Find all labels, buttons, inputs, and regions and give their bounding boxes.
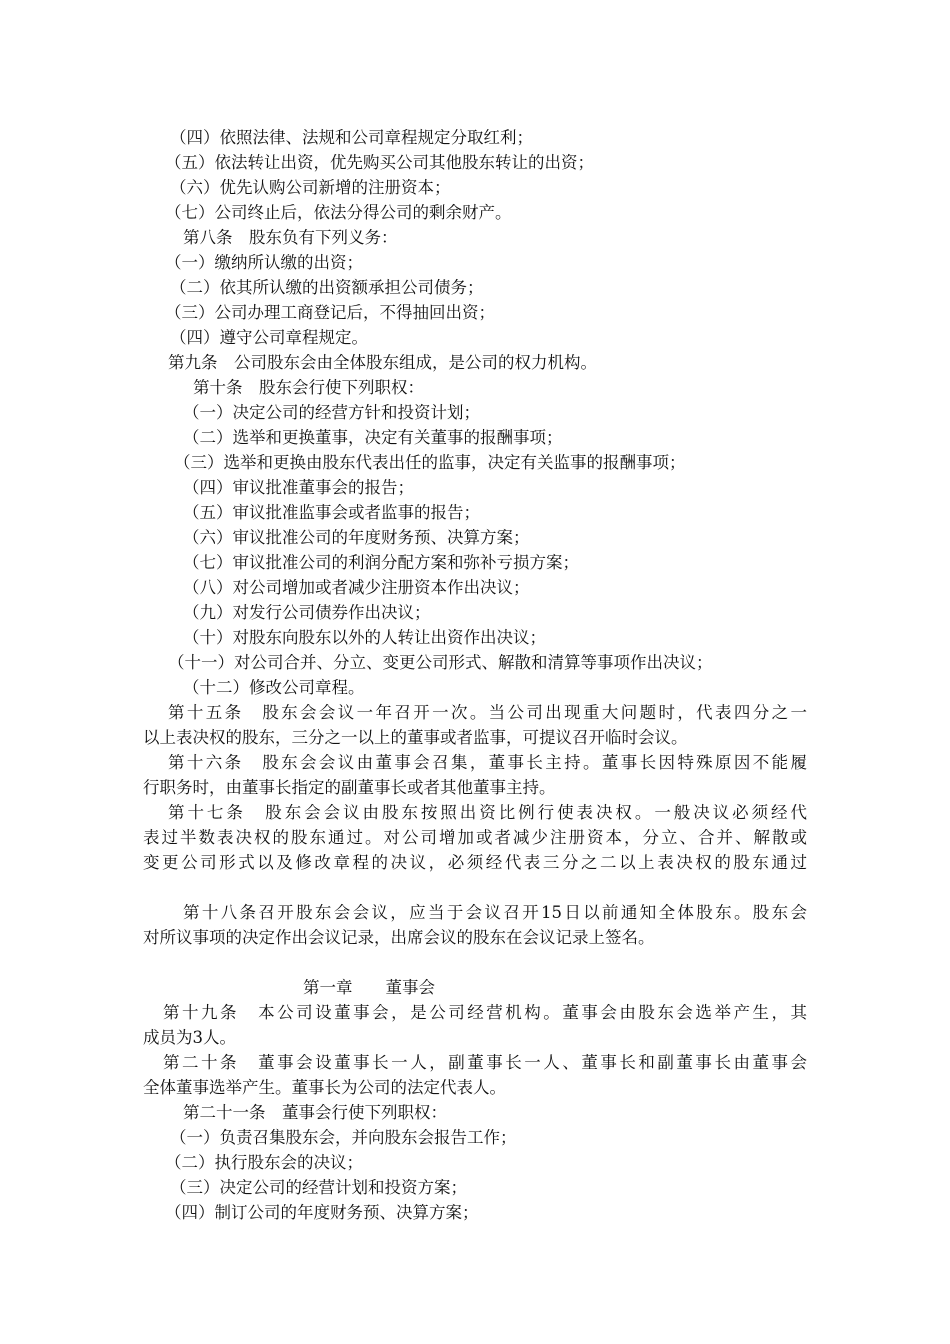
text-line: （六）审议批准公司的年度财务预、决算方案； bbox=[183, 528, 530, 547]
text-line: （七）审议批准公司的利润分配方案和弥补亏损方案； bbox=[183, 553, 579, 572]
text-line: （五）依法转让出资，优先购买公司其他股东转让的出资； bbox=[165, 153, 594, 172]
text-line: （二）选举和更换董事，决定有关董事的报酬事项； bbox=[183, 428, 563, 447]
text-line: 第十八条召开股东会会议，应当于会议召开15日以前通知全体股东。股东会 bbox=[183, 903, 807, 922]
text-line: （五）审议批准监事会或者监事的报告； bbox=[183, 503, 480, 522]
text-line: （七）公司终止后，依法分得公司的剩余财产。 bbox=[165, 203, 512, 222]
text-line: 第十九条 本公司设董事会，是公司经营机构。董事会由股东会选举产生，其 bbox=[163, 1003, 807, 1022]
text-line: （四）遵守公司章程规定。 bbox=[170, 328, 368, 347]
text-line: （一）负责召集股东会，并向股东会报告工作； bbox=[170, 1128, 517, 1147]
text-line: 第九条 公司股东会由全体股东组成，是公司的权力机构。 bbox=[168, 353, 597, 372]
text-line: （二）执行股东会的决议； bbox=[165, 1153, 363, 1172]
text-line: （九）对发行公司债券作出决议； bbox=[183, 603, 431, 622]
text-line: （一）决定公司的经营方针和投资计划； bbox=[183, 403, 480, 422]
text-line: （三）选举和更换由股东代表出任的监事，决定有关监事的报酬事项； bbox=[174, 453, 686, 472]
text-line: 表过半数表决权的股东通过。对公司增加或者减少注册资本，分立、合并、解散或 bbox=[143, 828, 807, 847]
text-line: 第十五条 股东会会议一年召开一次。当公司出现重大问题时，代表四分之一 bbox=[168, 703, 807, 722]
text-line: 第二十一条 董事会行使下列职权： bbox=[183, 1103, 447, 1122]
text-line: （十）对股东向股东以外的人转让出资作出决议； bbox=[183, 628, 546, 647]
text-line: （六）优先认购公司新增的注册资本； bbox=[170, 178, 451, 197]
text-line: 第十六条 股东会会议由董事会召集，董事长主持。董事长因特殊原因不能履 bbox=[168, 753, 807, 772]
text-line: （十二）修改公司章程。 bbox=[183, 678, 365, 697]
text-line: （八）对公司增加或者减少注册资本作出决议； bbox=[183, 578, 530, 597]
text-line: 以上表决权的股东，三分之一以上的董事或者监事，可提议召开临时会议。 bbox=[143, 728, 688, 747]
text-line: 全体董事选举产生。董事长为公司的法定代表人。 bbox=[143, 1078, 506, 1097]
text-line: 第十七条 股东会会议由股东按照出资比例行使表决权。一般决议必须经代 bbox=[168, 803, 807, 822]
text-line: （四）制订公司的年度财务预、决算方案； bbox=[165, 1203, 479, 1222]
text-line: 第二十条 董事会设董事长一人，副董事长一人、董事长和副董事长由董事会 bbox=[163, 1053, 807, 1072]
text-line: （四）依照法律、法规和公司章程规定分取红利； bbox=[170, 128, 533, 147]
text-line: 成员为3人。 bbox=[143, 1028, 236, 1047]
text-line: （一）缴纳所认缴的出资； bbox=[165, 253, 363, 272]
text-line: 第十条 股东会行使下列职权： bbox=[193, 378, 424, 397]
text-line: （三）公司办理工商登记后，不得抽回出资； bbox=[165, 303, 495, 322]
text-line: 对所议事项的决定作出会议记录，出席会议的股东在会议记录上签名。 bbox=[143, 928, 655, 947]
text-line: 变更公司形式以及修改章程的决议，必须经代表三分之二以上表决权的股东通过 bbox=[143, 853, 807, 872]
text-line: （十一）对公司合并、分立、变更公司形式、解散和清算等事项作出决议； bbox=[168, 653, 713, 672]
chapter-heading: 第一章 董事会 bbox=[303, 978, 435, 997]
text-line: 行职务时，由董事长指定的副董事长或者其他董事主持。 bbox=[143, 778, 556, 797]
text-line: （四）审议批准董事会的报告； bbox=[183, 478, 414, 497]
text-line: （二）依其所认缴的出资额承担公司债务； bbox=[170, 278, 484, 297]
text-line: （三）决定公司的经营计划和投资方案； bbox=[170, 1178, 467, 1197]
text-line: 第八条 股东负有下列义务： bbox=[183, 228, 398, 247]
